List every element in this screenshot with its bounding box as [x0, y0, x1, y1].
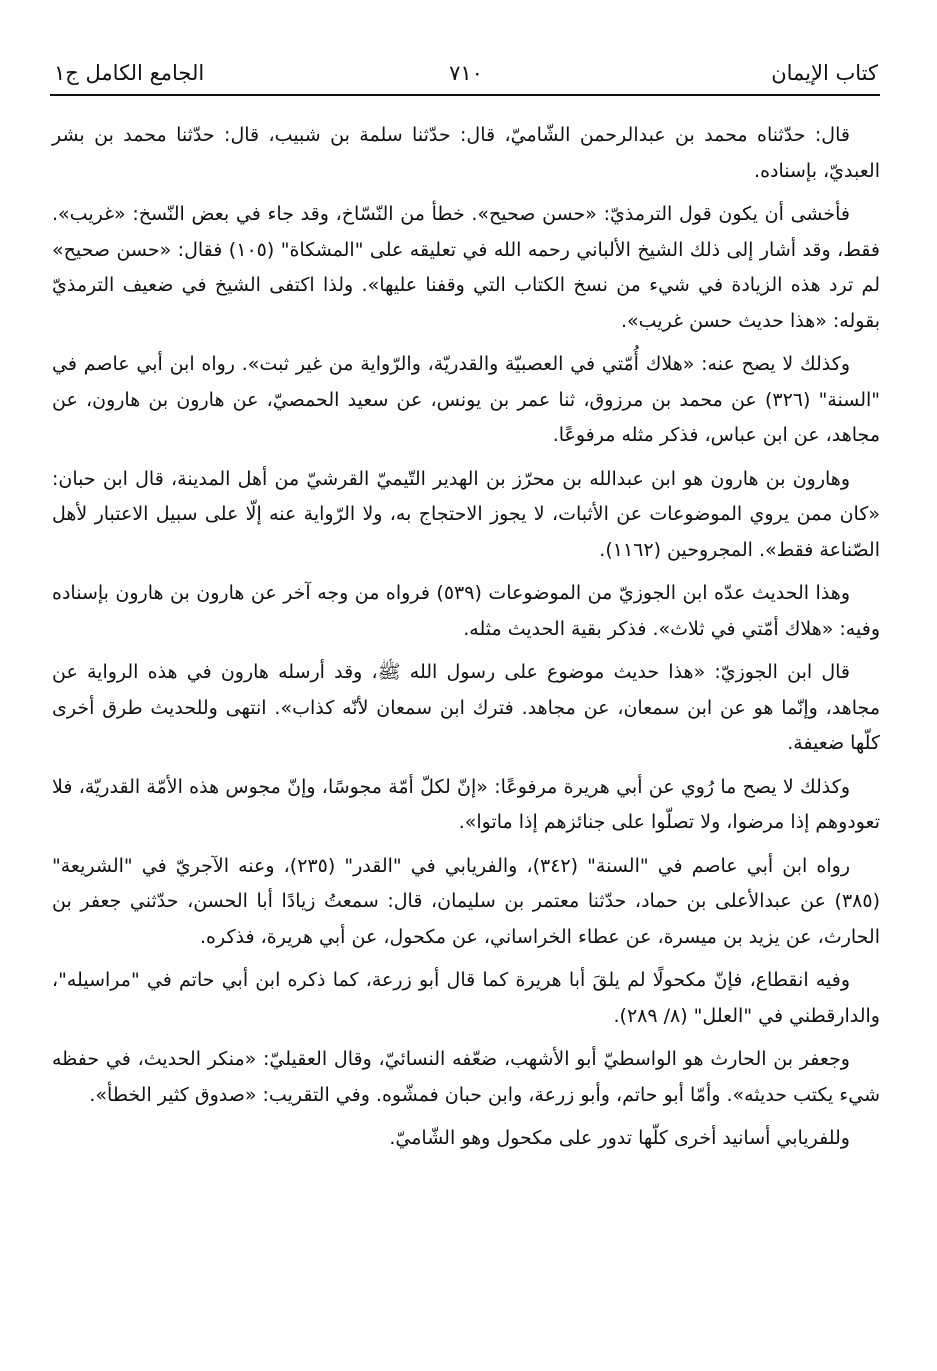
paragraph: وهارون بن هارون هو ابن عبدالله بن محرّز بن الهدير التّيميّ القرشيّ من أهل المدينة، قال ابن حبان: «كان ممن يروي الموضوعات عن الأثبات، لا يجوز الاحتجاج به، ولا الرّواية عنه إلّا على سبيل الاعتبار لأهل الصّناعة فقط». المجروحين (١١٦٢).	[52, 467, 880, 561]
header-rule	[50, 94, 880, 96]
paragraph: وجعفر بن الحارث هو الواسطيّ أبو الأشهب، ضعّفه النسائيّ، وقال العقيليّ: «منكر الحديث، في حفظه شيء يكتب حديثه». وأمّا أبو حاتم، وأبو زرعة، وابن حبان فمشّوه. وفي التقريب: «صدوق كثير الخطأ».	[52, 1048, 880, 1106]
paragraph: فأخشى أن يكون قول الترمذيّ: «حسن صحيح». خطأ من النّسّاخ، وقد جاء في بعض النّسخ: «غريب». فقط، وقد أشار إلى ذلك الشيخ الألباني رحمه الله في تعليقه على "المشكاة" (١٠٥) فقال: «حسن صحيح» لم ترد هذه الزيادة في شيء من نسخ الكتاب التي وقفنا عليها». ولذا اكتفى الشيخ في ضعيف الترمذيّ بقوله: «هذا حديث حسن غريب».	[52, 203, 880, 332]
paragraph: رواه ابن أبي عاصم في "السنة" (٣٤٢)، والفريابي في "القدر" (٢٣٥)، وعنه الآجريّ في "الشريعة" (٣٨٥) عن عبدالأعلى بن حماد، حدّثنا معتمر بن سليمان، قال: سمعتُ زيادًا أبا الحسن، حدّثني جعفر بن الحارث، عن يزيد بن ميسرة، عن عطاء الخراساني، عن مكحول، عن أبي هريرة، فذكره.	[52, 854, 880, 948]
volume-title: الجامع الكامل ج١	[54, 61, 205, 85]
book-title: كتاب الإيمان	[771, 61, 878, 85]
page-number: ٧١٠	[449, 61, 483, 85]
paragraph: وكذلك لا يصح ما رُوي عن أبي هريرة مرفوعًا: «إنّ لكلّ أمّة مجوسًا، وإنّ مجوس هذه الأمّة القدريّة، فلا تعودوهم إذا مرضوا، ولا تصلّوا على جنائزهم إذا ماتوا».	[52, 775, 880, 833]
paragraph: وكذلك لا يصح عنه: «هلاك أُمّتي في العصبيّة والقدريّة، والرّواية من غير ثبت». رواه ابن أبي عاصم في "السنة" (٣٢٦) عن محمد بن مرزوق، ثنا عمر بن يونس، عن سعيد الحمصيّ، عن هارون بن هارون، عن مجاهد، عن ابن عباس، فذكر مثله مرفوعًا.	[52, 353, 880, 446]
paragraph: قال: حدّثناه محمد بن عبدالرحمن الشّاميّ، قال: حدّثنا سلمة بن شبيب، قال: حدّثنا محمد بن بشر العبديّ، بإسناده.	[52, 124, 880, 182]
body-text	[52, 118, 880, 1165]
paragraph: وفيه انقطاع، فإنّ مكحولًا لم يلقَ أبا هريرة كما قال أبو زرعة، كما ذكره ابن أبي حاتم في "مراسيله"، والدارقطني في "العلل" (٨/ ٢٨٩).	[52, 969, 880, 1027]
page-header	[54, 56, 878, 94]
paragraph: وللفريابي أسانيد أخرى كلّها تدور على مكحول وهو الشّاميّ.	[389, 1127, 850, 1149]
paragraph: قال ابن الجوزيّ: «هذا حديث موضوع على رسول الله ﷺ، وقد أرسله هارون في هذه الرواية عن مجاهد، وإنّما هو عن ابن سمعان، عن مجاهد. فترك ابن سمعان لأنّه كذاب». انتهى وللحديث طرق أخرى كلّها ضعيفة.	[52, 661, 880, 754]
paragraph: وهذا الحديث عدّه ابن الجوزيّ من الموضوعات (٥٣٩) فرواه من وجه آخر عن هارون بن هارون بإسناده وفيه: «هلاك أمّتي في ثلاث». فذكر بقية الحديث مثله.	[52, 582, 880, 640]
